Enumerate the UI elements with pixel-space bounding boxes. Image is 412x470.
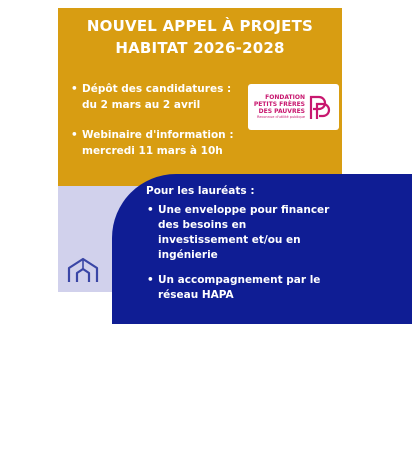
winners-item: • Un accompagnement par le réseau HAPA <box>146 273 336 303</box>
date-item-value: mercredi 11 mars à 10h <box>82 145 223 157</box>
title-line-1: NOUVEL APPEL À PROJETS <box>86 17 314 35</box>
house-icon <box>66 256 100 284</box>
logo-line-2: PETITS FRÈRES <box>253 101 305 108</box>
dates-list <box>70 81 240 173</box>
winners-item: • Une enveloppe pour financer des besoins en investissement et/ou en ingénierie <box>146 203 336 263</box>
date-item <box>70 81 240 113</box>
logo-line-1: FONDATION <box>265 94 305 101</box>
announcement-card <box>58 8 342 301</box>
pp-logo-icon <box>308 95 332 121</box>
date-item-label: • Webinaire d'information : <box>82 129 234 141</box>
winners-section <box>146 184 336 313</box>
logo-line-3: DES PAUVRES <box>258 108 305 115</box>
date-item-label: • Dépôt des candidatures : <box>82 83 232 95</box>
winners-title: Pour les lauréats : <box>146 185 255 197</box>
title-line-2: HABITAT 2026-2028 <box>115 39 285 57</box>
logo-text <box>252 94 305 120</box>
date-item-value: du 2 mars au 2 avril <box>82 99 201 111</box>
logo-tagline: Reconnue d'utilité publique <box>257 115 305 119</box>
foundation-logo <box>248 84 339 130</box>
date-item <box>70 127 240 159</box>
